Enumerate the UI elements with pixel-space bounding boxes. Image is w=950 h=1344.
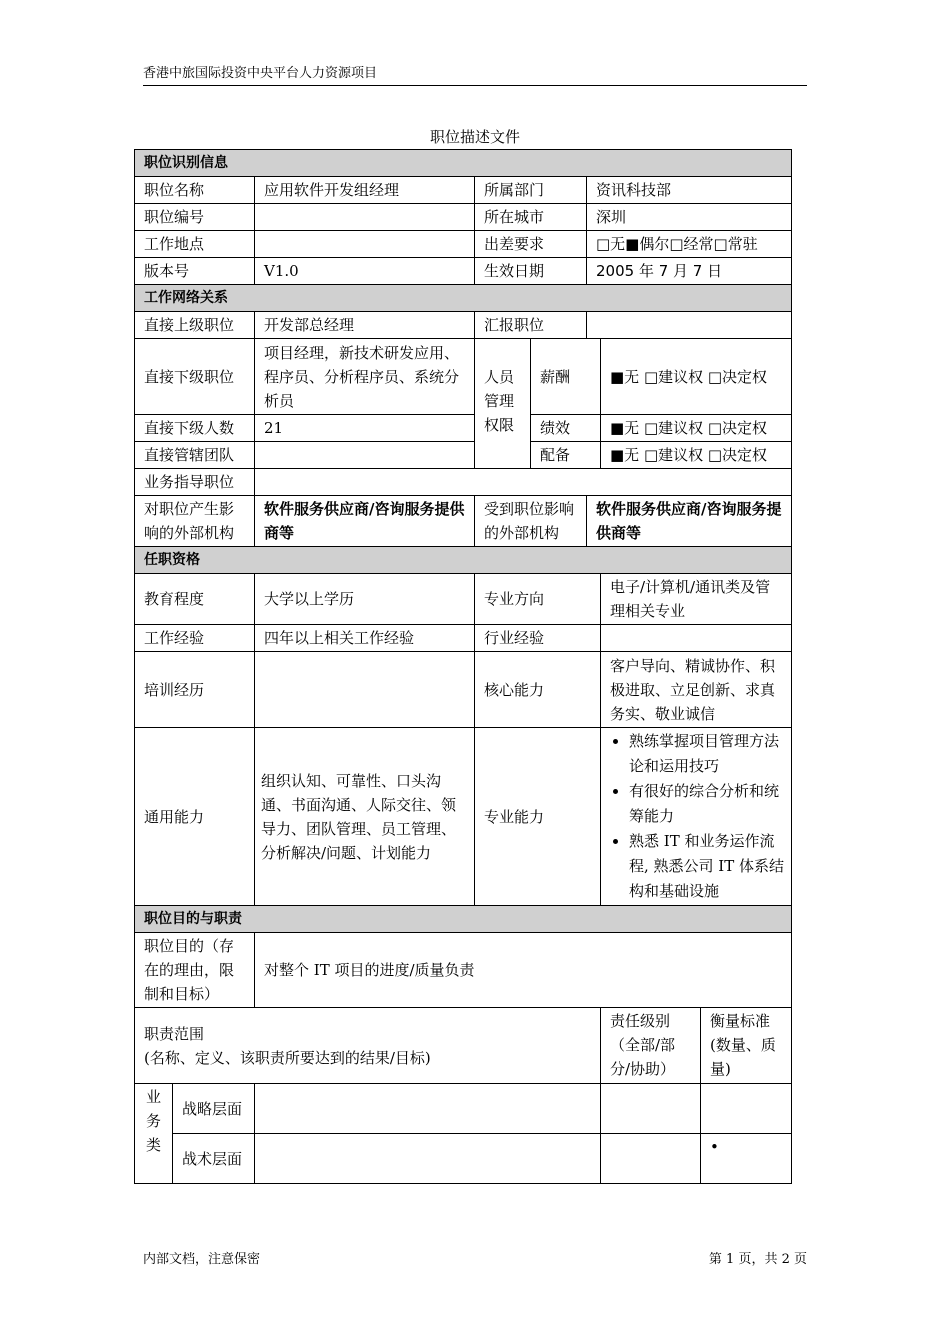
cell-label: 行业经验 [475, 625, 601, 652]
cell-label: 直接下级人数 [135, 415, 255, 442]
cell-value [255, 469, 792, 496]
table-row [135, 1084, 792, 1134]
footer-confidential: 内部文档，注意保密 [143, 1252, 261, 1267]
table-row [135, 469, 792, 496]
cell-value: ■无 □建议权 □决定权 [601, 442, 792, 469]
cell-value: 客户导向、精诚协作、积极进取、立足创新、求真务实、敬业诚信 [601, 652, 792, 728]
cell-label: 配备 [531, 442, 601, 469]
table-row [135, 1134, 792, 1184]
cell-label: 责任级别（全部/部分/协助） [601, 1008, 701, 1084]
cell-label: 战略层面 [173, 1084, 255, 1134]
cell-value: 软件服务供应商/咨询服务提供商等 [255, 496, 475, 547]
table-row [135, 312, 792, 339]
cell-label: 所属部门 [475, 177, 587, 204]
cell-label: 汇报职位 [475, 312, 587, 339]
document-title: 职位描述文件 [429, 128, 520, 146]
section-title: 职位目的与职责 [135, 906, 792, 933]
cell-value: 电子/计算机/通讯类及管理相关专业 [601, 574, 792, 625]
cell-label: 教育程度 [135, 574, 255, 625]
cell-value: 2005 年 7 月 7 日 [587, 258, 792, 285]
table-row [135, 625, 792, 652]
scope-header-cell [135, 1008, 601, 1084]
table-row [135, 177, 792, 204]
cell-label: 工作经验 [135, 625, 255, 652]
cell-label: 版本号 [135, 258, 255, 285]
table-row [135, 204, 792, 231]
authority-label: 人员管理权限 [475, 339, 531, 469]
table-row [135, 574, 792, 625]
page-header [143, 66, 807, 86]
cell-label: 职位编号 [135, 204, 255, 231]
cell-label: 通用能力 [135, 728, 255, 906]
cell-value: 项目经理，新技术研发应用、程序员、分析程序员、系统分析员 [255, 339, 475, 415]
table-row [135, 652, 792, 728]
section-header-identification [135, 150, 792, 177]
cell-value [255, 1134, 601, 1184]
professional-ability-list [601, 728, 792, 906]
list-item: • 有很好的综合分析和统筹能力 [629, 779, 785, 829]
section-header-qualifications [135, 547, 792, 574]
list-item: • 熟练掌握项目管理方法论和运用技巧 [629, 729, 785, 779]
cell-value [587, 312, 792, 339]
cell-label: 直接管辖团队 [135, 442, 255, 469]
cell-value: 开发部总经理 [255, 312, 475, 339]
cell-value: 大学以上学历 [255, 574, 475, 625]
cell-label: 衡量标准(数量、质量) [701, 1008, 792, 1084]
cell-label: 直接上级职位 [135, 312, 255, 339]
cell-label: 核心能力 [475, 652, 601, 728]
cell-value [701, 1084, 792, 1134]
cell-label: 绩效 [531, 415, 601, 442]
table-row [135, 415, 792, 442]
cell-value: V1.0 [255, 258, 475, 285]
scope-label: 职责范围 [144, 1024, 205, 1043]
cell-value: ■无 □建议权 □决定权 [601, 339, 792, 415]
job-description-table [134, 149, 792, 1184]
section-title: 工作网络关系 [135, 285, 792, 312]
cell-value [601, 625, 792, 652]
section-header-purpose [135, 906, 792, 933]
cell-value: 深圳 [587, 204, 792, 231]
header-org: 香港中旅国际投资中央平台人力资源项目 [143, 66, 378, 81]
table-row [135, 728, 792, 906]
cell-label: 培训经历 [135, 652, 255, 728]
cell-value: 软件服务供应商/咨询服务提供商等 [587, 496, 792, 547]
table-row [135, 933, 792, 1008]
cell-label: 专业能力 [475, 728, 601, 906]
section-title: 职位识别信息 [135, 150, 792, 177]
cell-label: 职位名称 [135, 177, 255, 204]
section-header-network [135, 285, 792, 312]
list-item: • 熟悉 IT 和业务运作流程, 熟悉公司 IT 体系结构和基础设施 [629, 829, 785, 904]
business-category-label: 业务类 [135, 1084, 173, 1184]
cell-label: 所在城市 [475, 204, 587, 231]
table-row [135, 496, 792, 547]
footer-page-number: 第 1 页，共 2 页 [708, 1252, 807, 1267]
cell-value: 应用软件开发组经理 [255, 177, 475, 204]
cell-label: 直接下级职位 [135, 339, 255, 415]
cell-value: 四年以上相关工作经验 [255, 625, 475, 652]
section-title: 任职资格 [135, 547, 792, 574]
cell-value [601, 1084, 701, 1134]
cell-label: 出差要求 [475, 231, 587, 258]
cell-value [601, 1134, 701, 1184]
cell-value: 21 [255, 415, 475, 442]
cell-label: 职位目的（存在的理由，限制和目标） [135, 933, 255, 1008]
table-row [135, 339, 792, 415]
cell-label: 工作地点 [135, 231, 255, 258]
cell-label: 专业方向 [475, 574, 601, 625]
table-row [135, 258, 792, 285]
cell-value: • [701, 1134, 792, 1184]
cell-label: 业务指导职位 [135, 469, 255, 496]
cell-value [255, 204, 475, 231]
cell-label: 对职位产生影响的外部机构 [135, 496, 255, 547]
cell-label: 受到职位影响的外部机构 [475, 496, 587, 547]
cell-label: 战术层面 [173, 1134, 255, 1184]
cell-value: 资讯科技部 [587, 177, 792, 204]
cell-value [255, 231, 475, 258]
table-row [135, 1008, 792, 1084]
cell-value: ■无 □建议权 □决定权 [601, 415, 792, 442]
cell-value [255, 652, 475, 728]
cell-value [255, 442, 475, 469]
cell-label: 薪酬 [531, 339, 601, 415]
cell-value [255, 1084, 601, 1134]
cell-value: 对整个 IT 项目的进度/质量负责 [255, 933, 792, 1008]
table-row [135, 231, 792, 258]
scope-sub-label: (名称、定义、该职责所要达到的结果/目标) [144, 1048, 431, 1067]
cell-value: □无■偶尔□经常□常驻 [587, 231, 792, 258]
cell-label: 生效日期 [475, 258, 587, 285]
table-row [135, 442, 792, 469]
cell-value: 组织认知、可靠性、口头沟通、书面沟通、人际交往、领导力、团队管理、员工管理、分析解决/问题、计划能力 [255, 728, 475, 906]
